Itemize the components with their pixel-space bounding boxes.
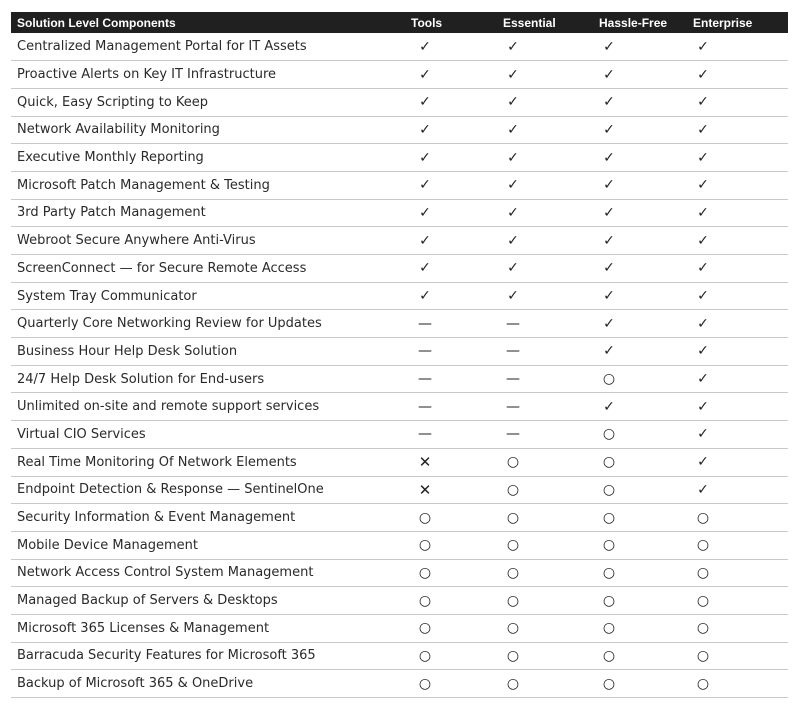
feature-label: 3rd Party Patch Management [11, 199, 411, 227]
check-icon: ✓ [697, 149, 709, 166]
circle-icon: ○ [506, 454, 520, 471]
tier-cell-tools [411, 365, 503, 393]
feature-label: Microsoft 365 Licenses & Management [11, 614, 411, 642]
check-icon: ✓ [419, 66, 431, 83]
check-icon: ✓ [697, 343, 709, 360]
check-icon: ✓ [507, 38, 519, 55]
tier-cell-tools [411, 116, 503, 144]
circle-icon: ○ [602, 620, 616, 637]
feature-label: System Tray Communicator [11, 282, 411, 310]
table-row [11, 227, 788, 255]
circle-icon: ○ [602, 509, 616, 526]
circle-icon: ○ [506, 620, 520, 637]
circle-icon: ○ [506, 564, 520, 581]
table-header-row [11, 12, 788, 33]
feature-label: Quarterly Core Networking Review for Updates [11, 310, 411, 338]
feature-label: Network Access Control System Management [11, 559, 411, 587]
tier-cell-essential [503, 421, 599, 449]
check-icon: ✓ [419, 260, 431, 277]
tier-cell-tools [411, 587, 503, 615]
tier-cell-hassle-free [599, 144, 693, 172]
circle-icon: ○ [696, 620, 710, 637]
tier-cell-essential [503, 614, 599, 642]
table-row [11, 199, 788, 227]
table-row [11, 421, 788, 449]
check-icon: ✓ [697, 426, 709, 443]
check-icon: ✓ [419, 149, 431, 166]
circle-icon: ○ [418, 537, 432, 554]
table-row [11, 144, 788, 172]
check-icon: ✓ [507, 288, 519, 305]
table-row [11, 338, 788, 366]
dash-icon: — [506, 398, 520, 415]
circle-icon: ○ [602, 537, 616, 554]
feature-label: 24/7 Help Desk Solution for End-users [11, 365, 411, 393]
feature-label: Security Information & Event Management [11, 504, 411, 532]
table-row [11, 282, 788, 310]
tier-cell-tools [411, 255, 503, 283]
tier-cell-essential [503, 33, 599, 61]
table-row [11, 448, 788, 476]
tier-cell-enterprise [693, 255, 788, 283]
tier-header-label: Hassle-Free [599, 15, 668, 30]
tier-header-label: Essential [503, 15, 556, 30]
tier-cell-enterprise [693, 531, 788, 559]
check-icon: ✓ [603, 232, 615, 249]
tier-cell-essential [503, 171, 599, 199]
tier-header-hassle-free [599, 12, 693, 33]
tier-cell-tools [411, 531, 503, 559]
check-icon: ✓ [603, 94, 615, 111]
tier-cell-tools [411, 476, 503, 504]
circle-icon: ○ [602, 647, 616, 664]
tier-cell-tools [411, 642, 503, 670]
check-icon: ✓ [697, 232, 709, 249]
feature-label: Backup of Microsoft 365 & OneDrive [11, 670, 411, 698]
feature-label: Microsoft Patch Management & Testing [11, 171, 411, 199]
tier-cell-tools [411, 33, 503, 61]
check-icon: ✓ [603, 315, 615, 332]
tier-cell-hassle-free [599, 393, 693, 421]
check-icon: ✓ [603, 204, 615, 221]
tier-cell-essential [503, 88, 599, 116]
table-row [11, 116, 788, 144]
tier-cell-hassle-free [599, 88, 693, 116]
tier-cell-enterprise [693, 310, 788, 338]
check-icon: ✓ [603, 66, 615, 83]
table-row [11, 504, 788, 532]
tier-cell-essential [503, 227, 599, 255]
check-icon: ✓ [697, 204, 709, 221]
tier-cell-hassle-free [599, 310, 693, 338]
tier-cell-essential [503, 144, 599, 172]
tier-header-label: Tools [411, 15, 443, 30]
table-row [11, 642, 788, 670]
tier-cell-enterprise [693, 559, 788, 587]
tier-header-label: Enterprise [693, 15, 753, 30]
tier-cell-tools [411, 670, 503, 698]
tier-cell-enterprise [693, 282, 788, 310]
tier-cell-tools [411, 504, 503, 532]
check-icon: ✓ [697, 121, 709, 138]
circle-icon: ○ [696, 592, 710, 609]
tier-cell-tools [411, 282, 503, 310]
tier-cell-enterprise [693, 365, 788, 393]
tier-cell-hassle-free [599, 559, 693, 587]
tier-cell-enterprise [693, 199, 788, 227]
table-row [11, 393, 788, 421]
circle-icon: ○ [602, 371, 616, 388]
check-icon: ✓ [507, 66, 519, 83]
check-icon: ✓ [697, 288, 709, 305]
check-icon: ✓ [507, 121, 519, 138]
check-icon: ✓ [603, 398, 615, 415]
check-icon: ✓ [697, 177, 709, 194]
check-icon: ✓ [507, 260, 519, 277]
table-row [11, 33, 788, 61]
dash-icon: — [418, 398, 432, 415]
table-row [11, 255, 788, 283]
tier-cell-essential [503, 670, 599, 698]
check-icon: ✓ [419, 288, 431, 305]
dash-icon: — [506, 315, 520, 332]
table-row [11, 61, 788, 89]
check-icon: ✓ [697, 260, 709, 277]
tier-cell-essential [503, 448, 599, 476]
table-row [11, 310, 788, 338]
check-icon: ✓ [603, 343, 615, 360]
cross-icon: ✕ [418, 453, 432, 472]
circle-icon: ○ [506, 537, 520, 554]
check-icon: ✓ [697, 454, 709, 471]
table-row [11, 614, 788, 642]
tier-header-enterprise [693, 12, 788, 33]
check-icon: ✓ [697, 371, 709, 388]
tier-cell-hassle-free [599, 476, 693, 504]
circle-icon: ○ [418, 675, 432, 692]
tier-cell-tools [411, 88, 503, 116]
check-icon: ✓ [419, 232, 431, 249]
tier-cell-tools [411, 144, 503, 172]
feature-label: Virtual CIO Services [11, 421, 411, 449]
tier-cell-tools [411, 421, 503, 449]
tier-cell-essential [503, 587, 599, 615]
circle-icon: ○ [418, 592, 432, 609]
check-icon: ✓ [697, 38, 709, 55]
tier-cell-hassle-free [599, 338, 693, 366]
tier-cell-tools [411, 61, 503, 89]
tier-cell-essential [503, 559, 599, 587]
tier-cell-tools [411, 227, 503, 255]
table-row [11, 476, 788, 504]
tier-cell-enterprise [693, 33, 788, 61]
circle-icon: ○ [602, 426, 616, 443]
feature-label: Centralized Management Portal for IT Assets [11, 33, 411, 61]
tier-cell-tools [411, 199, 503, 227]
circle-icon: ○ [506, 675, 520, 692]
tier-cell-hassle-free [599, 227, 693, 255]
table-row [11, 171, 788, 199]
tier-cell-enterprise [693, 227, 788, 255]
check-icon: ✓ [419, 94, 431, 111]
check-icon: ✓ [697, 315, 709, 332]
dash-icon: — [506, 343, 520, 360]
check-icon: ✓ [603, 177, 615, 194]
feature-label: Managed Backup of Servers & Desktops [11, 587, 411, 615]
circle-icon: ○ [418, 647, 432, 664]
tier-cell-enterprise [693, 393, 788, 421]
tier-cell-essential [503, 504, 599, 532]
feature-column-header: Solution Level Components [11, 12, 411, 33]
tier-cell-essential [503, 116, 599, 144]
tier-cell-essential [503, 476, 599, 504]
dash-icon: — [418, 426, 432, 443]
table-row [11, 587, 788, 615]
tier-cell-enterprise [693, 642, 788, 670]
feature-label: Quick, Easy Scripting to Keep [11, 88, 411, 116]
tier-cell-tools [411, 171, 503, 199]
tier-cell-enterprise [693, 421, 788, 449]
feature-label: Proactive Alerts on Key IT Infrastructure [11, 61, 411, 89]
comparison-table [11, 12, 788, 698]
tier-cell-tools [411, 393, 503, 421]
dash-icon: — [506, 426, 520, 443]
circle-icon: ○ [696, 675, 710, 692]
circle-icon: ○ [418, 564, 432, 581]
feature-label: Endpoint Detection & Response — SentinelOne [11, 476, 411, 504]
check-icon: ✓ [507, 232, 519, 249]
feature-label: Barracuda Security Features for Microsoft 365 [11, 642, 411, 670]
tier-cell-hassle-free [599, 33, 693, 61]
circle-icon: ○ [506, 481, 520, 498]
tier-cell-hassle-free [599, 587, 693, 615]
tier-cell-tools [411, 310, 503, 338]
check-icon: ✓ [507, 204, 519, 221]
tier-cell-essential [503, 338, 599, 366]
tier-cell-enterprise [693, 476, 788, 504]
tier-cell-enterprise [693, 670, 788, 698]
tier-cell-essential [503, 531, 599, 559]
check-icon: ✓ [419, 121, 431, 138]
check-icon: ✓ [507, 149, 519, 166]
check-icon: ✓ [419, 38, 431, 55]
table-row [11, 365, 788, 393]
circle-icon: ○ [602, 592, 616, 609]
feature-label: Business Hour Help Desk Solution [11, 338, 411, 366]
circle-icon: ○ [506, 592, 520, 609]
tier-cell-hassle-free [599, 61, 693, 89]
tier-cell-enterprise [693, 144, 788, 172]
tier-cell-essential [503, 61, 599, 89]
check-icon: ✓ [419, 204, 431, 221]
check-icon: ✓ [603, 260, 615, 277]
feature-label: Network Availability Monitoring [11, 116, 411, 144]
tier-cell-enterprise [693, 88, 788, 116]
feature-label: Real Time Monitoring Of Network Elements [11, 448, 411, 476]
tier-cell-hassle-free [599, 531, 693, 559]
check-icon: ✓ [697, 481, 709, 498]
circle-icon: ○ [696, 537, 710, 554]
table-row [11, 670, 788, 698]
tier-cell-hassle-free [599, 171, 693, 199]
tier-cell-hassle-free [599, 504, 693, 532]
table-body [11, 33, 788, 698]
tier-header-essential [503, 12, 599, 33]
circle-icon: ○ [696, 564, 710, 581]
tier-cell-hassle-free [599, 614, 693, 642]
check-icon: ✓ [697, 66, 709, 83]
tier-cell-essential [503, 393, 599, 421]
tier-cell-tools [411, 338, 503, 366]
check-icon: ✓ [697, 94, 709, 111]
check-icon: ✓ [507, 94, 519, 111]
tier-cell-enterprise [693, 171, 788, 199]
tier-cell-enterprise [693, 338, 788, 366]
check-icon: ✓ [419, 177, 431, 194]
dash-icon: — [506, 371, 520, 388]
tier-cell-enterprise [693, 61, 788, 89]
check-icon: ✓ [603, 38, 615, 55]
tier-cell-tools [411, 614, 503, 642]
tier-cell-hassle-free [599, 365, 693, 393]
tier-cell-enterprise [693, 587, 788, 615]
check-icon: ✓ [603, 149, 615, 166]
feature-label: ScreenConnect — for Secure Remote Access [11, 255, 411, 283]
check-icon: ✓ [603, 121, 615, 138]
tier-cell-essential [503, 282, 599, 310]
feature-label: Mobile Device Management [11, 531, 411, 559]
circle-icon: ○ [696, 509, 710, 526]
check-icon: ✓ [603, 288, 615, 305]
check-icon: ✓ [507, 177, 519, 194]
circle-icon: ○ [506, 509, 520, 526]
feature-label: Executive Monthly Reporting [11, 144, 411, 172]
dash-icon: — [418, 315, 432, 332]
tier-cell-essential [503, 310, 599, 338]
tier-cell-essential [503, 642, 599, 670]
table-row [11, 531, 788, 559]
circle-icon: ○ [602, 454, 616, 471]
check-icon: ✓ [697, 398, 709, 415]
tier-cell-enterprise [693, 116, 788, 144]
tier-cell-hassle-free [599, 421, 693, 449]
cross-icon: ✕ [418, 480, 432, 499]
circle-icon: ○ [602, 564, 616, 581]
dash-icon: — [418, 371, 432, 388]
circle-icon: ○ [696, 647, 710, 664]
tier-cell-hassle-free [599, 255, 693, 283]
table-row [11, 559, 788, 587]
circle-icon: ○ [418, 509, 432, 526]
tier-cell-hassle-free [599, 116, 693, 144]
circle-icon: ○ [602, 481, 616, 498]
circle-icon: ○ [506, 647, 520, 664]
circle-icon: ○ [418, 620, 432, 637]
tier-cell-essential [503, 365, 599, 393]
tier-cell-hassle-free [599, 448, 693, 476]
feature-label: Unlimited on-site and remote support services [11, 393, 411, 421]
tier-cell-tools [411, 448, 503, 476]
tier-cell-hassle-free [599, 642, 693, 670]
tier-cell-enterprise [693, 614, 788, 642]
tier-header-tools [411, 12, 503, 33]
tier-cell-essential [503, 255, 599, 283]
tier-cell-hassle-free [599, 670, 693, 698]
feature-label: Webroot Secure Anywhere Anti-Virus [11, 227, 411, 255]
tier-cell-essential [503, 199, 599, 227]
table-row [11, 88, 788, 116]
tier-cell-tools [411, 559, 503, 587]
tier-cell-enterprise [693, 448, 788, 476]
tier-cell-hassle-free [599, 282, 693, 310]
circle-icon: ○ [602, 675, 616, 692]
dash-icon: — [418, 343, 432, 360]
tier-cell-enterprise [693, 504, 788, 532]
tier-cell-hassle-free [599, 199, 693, 227]
